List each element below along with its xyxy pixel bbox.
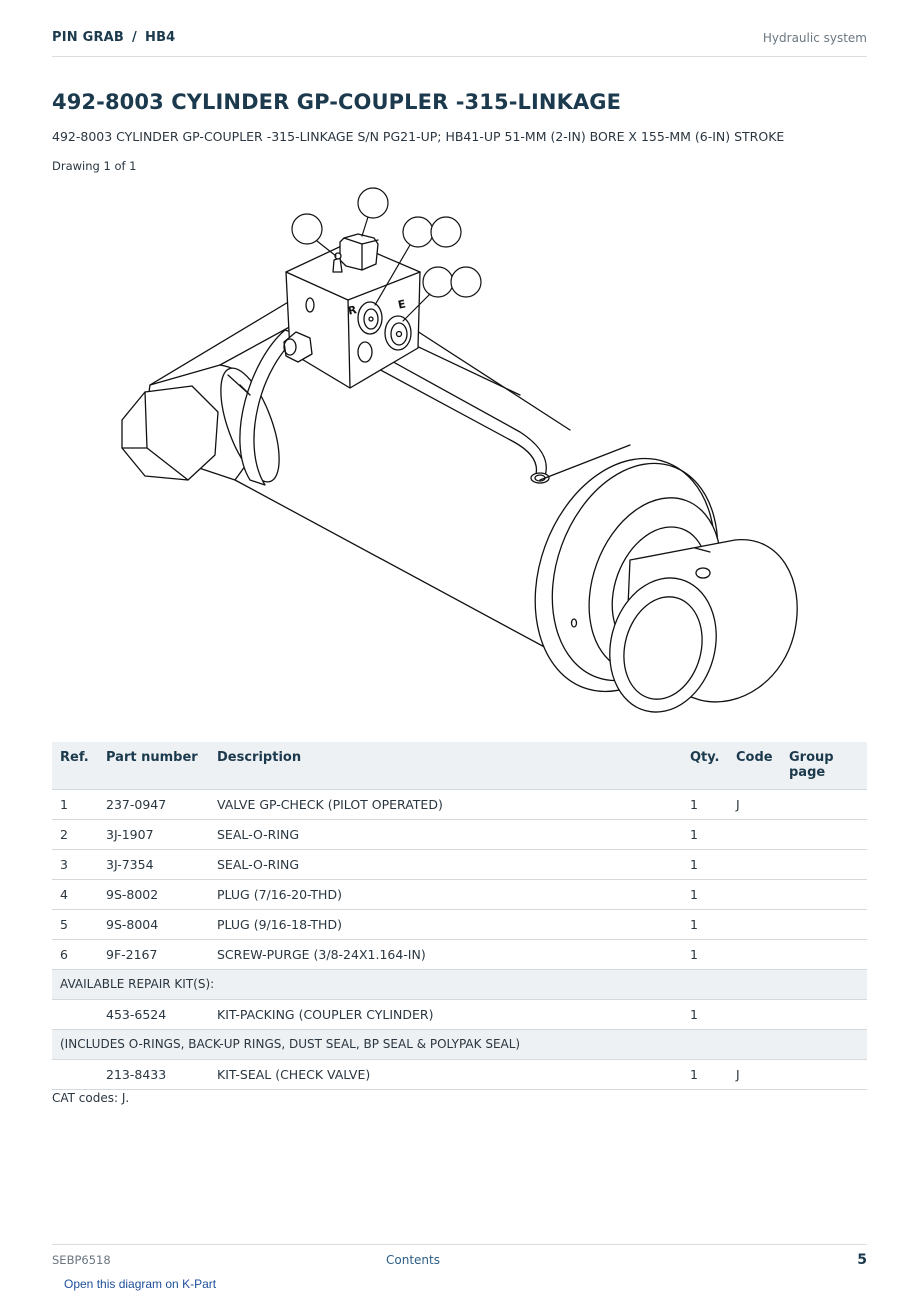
open-in-kpart-link[interactable]: Open this diagram on K-Part — [64, 1277, 217, 1291]
cell-group-page — [781, 910, 867, 940]
cell-qty: 1 — [682, 850, 728, 880]
cell-qty: 1 — [682, 940, 728, 970]
cell-group-page — [781, 940, 867, 970]
cell-description: VALVE GP-CHECK (PILOT OPERATED) — [209, 790, 682, 820]
cell-ref — [52, 1060, 98, 1090]
col-header-qty: Qty. — [682, 742, 728, 790]
table-row — [52, 1060, 867, 1090]
cell-description: KIT-PACKING (COUPLER CYLINDER) — [209, 1000, 682, 1030]
cell-part-number: 3J-1907 — [98, 820, 209, 850]
cell-code: J — [728, 1060, 781, 1090]
col-header-code: Code — [728, 742, 781, 790]
table-row — [52, 940, 867, 970]
cell-part-number: 453-6524 — [98, 1000, 209, 1030]
section-name: Hydraulic system — [762, 31, 867, 45]
drawing-count: Drawing 1 of 1 — [52, 159, 137, 173]
cell-ref — [52, 1000, 98, 1030]
breadcrumb-item-series[interactable]: HB4 — [144, 30, 176, 45]
breadcrumb — [52, 30, 175, 45]
cell-group-page — [781, 850, 867, 880]
cell-code — [728, 820, 781, 850]
parts-table — [52, 742, 867, 1090]
port-label-e: E — [396, 297, 407, 312]
cell-code — [728, 910, 781, 940]
cell-description: PLUG (7/16-20-THD) — [209, 880, 682, 910]
cell-ref: 5 — [52, 910, 98, 940]
breadcrumb-item-model[interactable]: PIN GRAB — [52, 30, 125, 45]
cell-group-page — [781, 880, 867, 910]
cell-ref: 6 — [52, 940, 98, 970]
cell-description: SEAL-O-RING — [209, 850, 682, 880]
breadcrumb-separator: / — [132, 30, 137, 45]
table-row — [52, 910, 867, 940]
cell-code — [728, 940, 781, 970]
kit-note: (INCLUDES O-RINGS, BACK-UP RINGS, DUST SEAL, BP SEAL & POLYPAK SEAL) — [52, 1030, 867, 1060]
cell-part-number: 213-8433 — [98, 1060, 209, 1090]
contents-link[interactable]: Contents — [386, 1253, 440, 1267]
cell-qty: 1 — [682, 910, 728, 940]
cell-code — [728, 1000, 781, 1030]
page-header — [52, 28, 867, 57]
cell-ref: 4 — [52, 880, 98, 910]
cell-part-number: 3J-7354 — [98, 850, 209, 880]
cell-group-page — [781, 1000, 867, 1030]
cell-ref: 2 — [52, 820, 98, 850]
cell-part-number: 9F-2167 — [98, 940, 209, 970]
cell-group-page — [781, 820, 867, 850]
cat-codes-note: CAT codes: J. — [52, 1091, 130, 1105]
table-row — [52, 880, 867, 910]
cell-qty: 1 — [682, 820, 728, 850]
cell-description: KIT-SEAL (CHECK VALVE) — [209, 1060, 682, 1090]
page-title: 492-8003 CYLINDER GP-COUPLER -315-LINKAGE — [52, 90, 622, 114]
kit-note-row — [52, 1030, 867, 1060]
page-subtitle: 492-8003 CYLINDER GP-COUPLER -315-LINKAGE S/N PG21-UP; HB41-UP 51-MM (2-IN) BORE X 155-MM (6-IN) STROKE — [52, 129, 785, 144]
footer-divider — [52, 1244, 867, 1245]
cell-group-page — [781, 1060, 867, 1090]
kit-section-row — [52, 970, 867, 1000]
parts-diagram — [100, 180, 820, 725]
port-label-r: R — [346, 303, 358, 318]
col-header-group-page: Group page — [781, 742, 867, 790]
cell-description: SCREW-PURGE (3/8-24X1.164-IN) — [209, 940, 682, 970]
cell-description: SEAL-O-RING — [209, 820, 682, 850]
table-row — [52, 850, 867, 880]
cell-qty: 1 — [682, 790, 728, 820]
cell-part-number: 9S-8004 — [98, 910, 209, 940]
cell-part-number: 237-0947 — [98, 790, 209, 820]
table-row — [52, 790, 867, 820]
cell-ref: 3 — [52, 850, 98, 880]
table-row — [52, 1000, 867, 1030]
table-header-row — [52, 742, 867, 790]
cell-qty: 1 — [682, 1060, 728, 1090]
col-header-description: Description — [209, 742, 682, 790]
page-number: 5 — [857, 1252, 867, 1268]
cell-code — [728, 850, 781, 880]
table-row — [52, 820, 867, 850]
cell-group-page — [781, 790, 867, 820]
top-fittings — [333, 234, 378, 272]
kit-section-header: AVAILABLE REPAIR KIT(S): — [52, 970, 867, 1000]
cell-description: PLUG (9/16-18-THD) — [209, 910, 682, 940]
col-header-part-number: Part number — [98, 742, 209, 790]
cell-code — [728, 880, 781, 910]
cell-qty: 1 — [682, 1000, 728, 1030]
cell-qty: 1 — [682, 880, 728, 910]
document-code: SEBP6518 — [52, 1253, 111, 1267]
cylinder-drawing — [100, 180, 820, 725]
col-header-ref: Ref. — [52, 742, 98, 790]
cell-code: J — [728, 790, 781, 820]
cell-ref: 1 — [52, 790, 98, 820]
cell-part-number: 9S-8002 — [98, 880, 209, 910]
